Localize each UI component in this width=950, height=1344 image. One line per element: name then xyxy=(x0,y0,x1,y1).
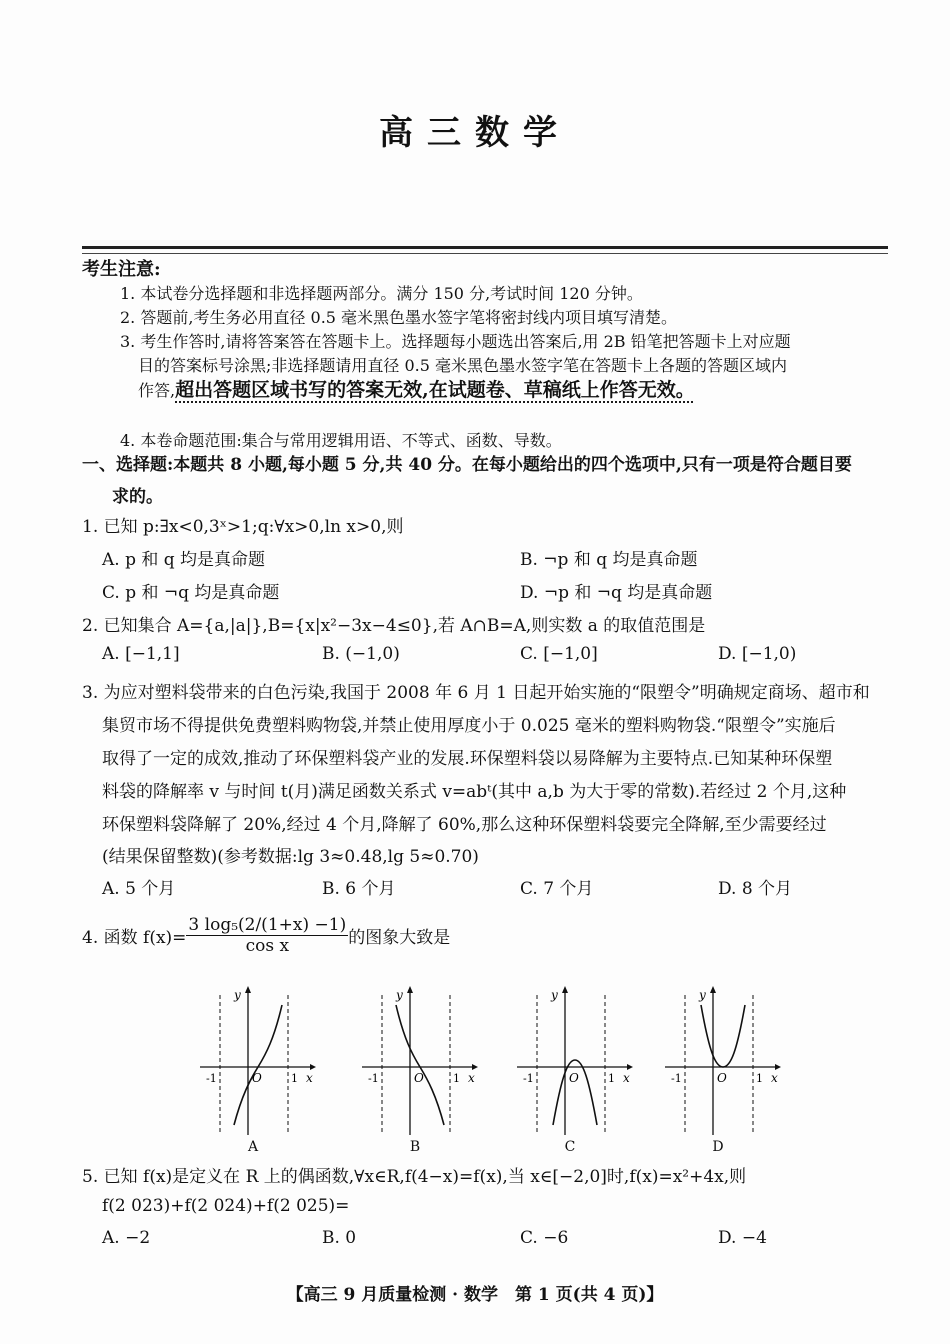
function-graph-option xyxy=(360,985,480,1155)
x-axis-arrow xyxy=(627,1064,633,1070)
question-3-text: 环保塑料袋降解了 20%,经过 4 个月,降解了 60%,那么这种环保塑料袋要完全降解,至少需要经过 xyxy=(102,815,827,835)
graph-svg xyxy=(198,985,318,1135)
tick-neg1: -1 xyxy=(368,1072,379,1085)
option: A. p 和 q 均是真命题 xyxy=(102,550,266,570)
option: B. ¬p 和 q 均是真命题 xyxy=(520,550,698,570)
tick-1: 1 xyxy=(608,1072,615,1085)
curve xyxy=(396,1005,444,1125)
page-title: 高三数学 xyxy=(379,113,571,153)
curve xyxy=(234,1005,282,1125)
x-axis-arrow xyxy=(310,1064,316,1070)
notice-item: 2. 答题前,考生务必用直径 0.5 毫米黑色墨水签字笔将密封线内项目填写清楚。 xyxy=(120,308,678,327)
origin-label: O xyxy=(414,1071,424,1085)
y-axis-arrow xyxy=(710,986,716,993)
notice-prefix: 作答, xyxy=(138,381,176,400)
question-5-stem: f(2 023)+f(2 024)+f(2 025)= xyxy=(102,1196,350,1216)
y-axis-arrow xyxy=(245,986,251,993)
notice-item: 4. 本卷命题范围:集合与常用逻辑用语、不等式、函数、导数。 xyxy=(120,431,562,450)
tick-neg1: -1 xyxy=(523,1072,534,1085)
y-label: y xyxy=(551,988,558,1002)
notice-heading: 考生注意: xyxy=(82,259,161,280)
option: C. [−1,0] xyxy=(520,644,598,664)
option: A. −2 xyxy=(102,1228,151,1248)
option: B. 6 个月 xyxy=(322,879,396,899)
curve xyxy=(553,1060,597,1125)
option: C. p 和 ¬q 均是真命题 xyxy=(102,583,280,603)
notice-item: 1. 本试卷分选择题和非选择题两部分。满分 150 分,考试时间 120 分钟。 xyxy=(120,284,643,303)
x-axis-arrow xyxy=(472,1064,478,1070)
graph-svg xyxy=(360,985,480,1135)
q4-suffix: 的图象大致是 xyxy=(348,928,451,948)
graph-label: B xyxy=(409,1139,421,1155)
question-4-stem xyxy=(82,915,450,956)
option: D. [−1,0) xyxy=(718,644,797,664)
question-2-stem: 2. 已知集合 A={a,|a|},B={x|x²−3x−4≤0},若 A∩B=A,则实数 a 的取值范围是 xyxy=(82,616,706,636)
question-3-text: 取得了一定的成效,推动了环保塑料袋产业的发展.环保塑料袋以易降解为主要特点.已知某种环保塑 xyxy=(102,749,833,769)
y-axis-arrow xyxy=(562,986,568,993)
x-label: x xyxy=(623,1071,630,1085)
q4-prefix: 4. 函数 f(x)= xyxy=(82,928,187,948)
option: B. 0 xyxy=(322,1228,357,1248)
origin-label: O xyxy=(717,1071,727,1085)
tick-1: 1 xyxy=(453,1072,460,1085)
x-label: x xyxy=(771,1071,778,1085)
tick-neg1: -1 xyxy=(671,1072,682,1085)
y-label: y xyxy=(234,988,241,1002)
curve xyxy=(701,1005,745,1067)
option: C. −6 xyxy=(520,1228,569,1248)
section-heading: 求的。 xyxy=(112,487,163,507)
notice-emphasis: 超出答题区域书写的答案无效,在试题卷、草稿纸上作答无效。 xyxy=(175,379,695,401)
option: A. 5 个月 xyxy=(102,879,176,899)
option: B. (−1,0) xyxy=(322,644,400,664)
tick-1: 1 xyxy=(756,1072,763,1085)
tick-neg1: -1 xyxy=(206,1072,217,1085)
divider xyxy=(82,246,888,254)
option: D. ¬p 和 ¬q 均是真命题 xyxy=(520,583,713,603)
y-label: y xyxy=(396,988,403,1002)
graph-label: A xyxy=(247,1139,259,1155)
x-label: x xyxy=(306,1071,313,1085)
denominator: cos x xyxy=(245,936,290,956)
numerator: 3 log₅(2/(1+x) −1) xyxy=(188,915,347,935)
graph-svg xyxy=(515,985,635,1135)
function-graph-option xyxy=(663,985,783,1155)
question-3-text: 集贸市场不得提供免费塑料购物袋,并禁止使用厚度小于 0.025 毫米的塑料购物袋.“限塑令”实施后 xyxy=(102,716,836,736)
graph-svg xyxy=(663,985,783,1135)
x-axis-arrow xyxy=(775,1064,781,1070)
y-label: y xyxy=(699,988,706,1002)
notice-item: 3. 考生作答时,请将答案答在答题卡上。选择题每小题选出答案后,用 2B 铅笔把答题卡上对应题 xyxy=(120,332,791,351)
graph-label: D xyxy=(712,1139,724,1155)
notice-item xyxy=(138,375,695,402)
question-5-stem: 5. 已知 f(x)是定义在 R 上的偶函数,∀x∈R,f(4−x)=f(x),当 x∈[−2,0]时,f(x)=x²+4x,则 xyxy=(82,1167,747,1187)
y-axis-arrow xyxy=(407,986,413,993)
question-3-text: 料袋的降解率 v 与时间 t(月)满足函数关系式 v=abᵗ(其中 a,b 为大于零的常数).若经过 2 个月,这种 xyxy=(102,782,847,802)
function-graph-option xyxy=(515,985,635,1155)
origin-label: O xyxy=(569,1071,579,1085)
function-graph-option xyxy=(198,985,318,1155)
option: C. 7 个月 xyxy=(520,879,594,899)
graph-label: C xyxy=(564,1139,576,1155)
origin-label: O xyxy=(252,1071,262,1085)
question-3-text: (结果保留整数)(参考数据:lg 3≈0.48,lg 5≈0.70) xyxy=(102,847,479,867)
option: D. −4 xyxy=(718,1228,767,1248)
question-1-stem: 1. 已知 p:∃x<0,3ˣ>1;q:∀x>0,ln x>0,则 xyxy=(82,517,404,537)
formula-fraction xyxy=(186,915,348,956)
option: A. [−1,1] xyxy=(102,644,180,664)
question-3-text: 3. 为应对塑料袋带来的白色污染,我国于 2008 年 6 月 1 日起开始实施的“限塑令”明确规定商场、超市和 xyxy=(82,683,870,703)
notice-item: 目的答案标号涂黑;非选择题请用直径 0.5 毫米黑色墨水签字笔在答题卡上各题的答题区域内 xyxy=(138,356,788,375)
x-label: x xyxy=(468,1071,475,1085)
section-heading: 一、选择题:本题共 8 小题,每小题 5 分,共 40 分。在每小题给出的四个选项中,只有一项是符合题目要 xyxy=(82,455,852,475)
tick-1: 1 xyxy=(291,1072,298,1085)
option: D. 8 个月 xyxy=(718,879,793,899)
page-footer: 【高三 9 月质量检测 · 数学 第 1 页(共 4 页)】 xyxy=(286,1285,664,1305)
